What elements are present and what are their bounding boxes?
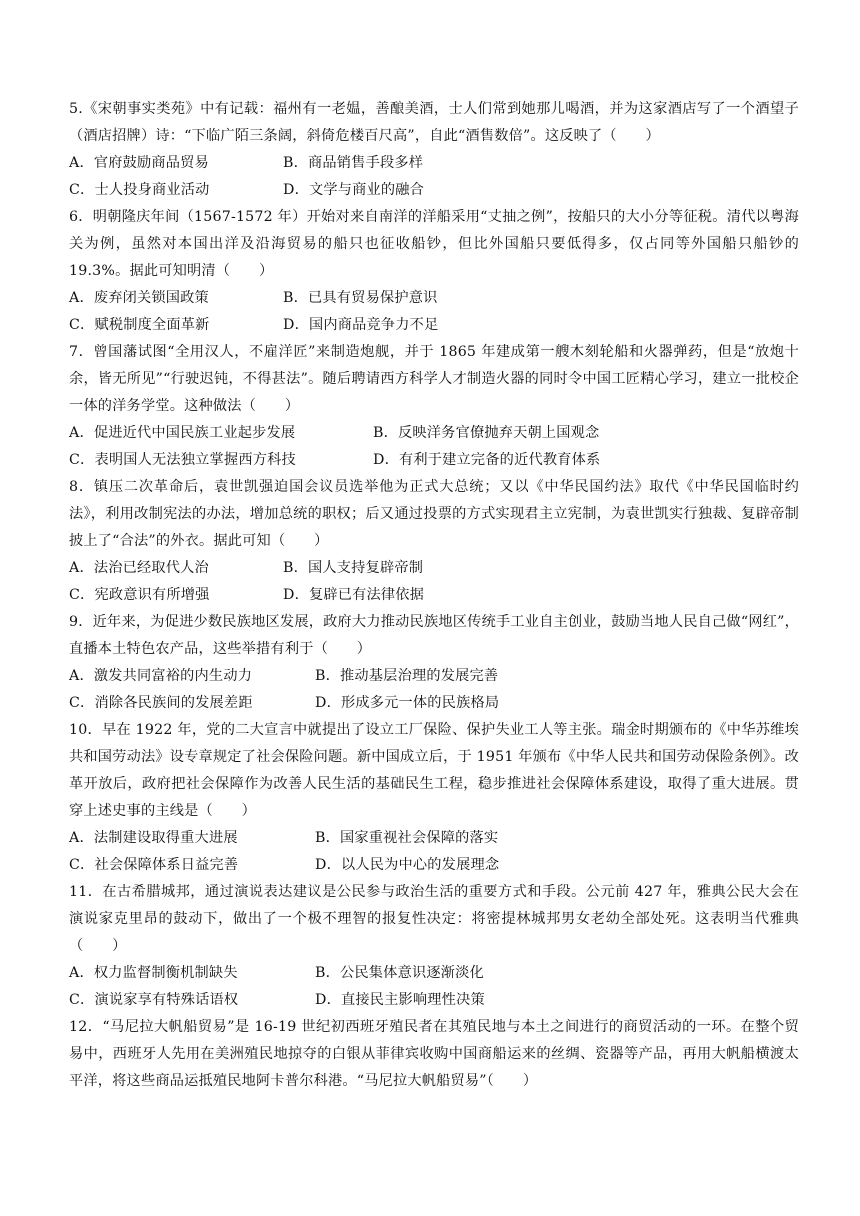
option-a: A．官府鼓励商品贸易 [69, 155, 209, 171]
option-c: C．社会保障体系日益完善 [69, 857, 239, 873]
question-stem: 12．“马尼拉大帆船贸易”是 16-19 世纪初西班牙殖民者在其殖民地与本土之间进行的商贸活动的一环。在整个贸易中，西班牙人先用在美洲殖民地掠夺的白银从菲律宾收购中国商船运来的丝绸、瓷器等产品，再用大帆船横渡太平洋，将这些商品运抵殖民地阿卡普尔科港。“马尼拉大帆船贸易”（ ） [69, 1019, 799, 1089]
question-8 [69, 474, 799, 609]
option-d: D．形成多元一体的民族格局 [315, 695, 500, 711]
option-b: B．已具有贸易保护意识 [283, 290, 438, 306]
option-a: A．法治已经取代人治 [69, 560, 209, 576]
question-stem: 8．镇压二次革命后，袁世凯强迫国会议员选举他为正式大总统；又以《中华民国约法》取代《中华民国临时约法》，利用改制宪法的办法，增加总统的职权；后又通过投票的方式实现君主立宪制，为袁世凯实行独裁、复辟帝制披上了“合法”的外衣。据此可知（ ） [69, 479, 799, 549]
option-grid [69, 420, 799, 474]
option-c: C．赋税制度全面革新 [69, 317, 210, 333]
option-c: C．宪政意识有所增强 [69, 587, 210, 603]
option-b: B．商品销售手段多样 [283, 155, 424, 171]
option-b: B．公民集体意识逐渐淡化 [315, 965, 484, 981]
question-6 [69, 204, 799, 339]
option-a: A．法制建设取得重大进展 [69, 830, 238, 846]
question-9 [69, 609, 799, 717]
option-d: D．国内商品竞争力不足 [283, 317, 439, 333]
option-grid [69, 825, 799, 879]
question-stem: 5.《宋朝事实类苑》中有记载：福州有一老媪，善酿美酒，士人们常到她那儿喝酒，并为这家酒店写了一个酒望子（酒店招牌）诗：“下临广陌三条阔，斜倚危楼百尺高”，自此“酒售数倍”。这反映了（ ） [69, 101, 799, 144]
option-d: D．复辟已有法律依据 [283, 587, 425, 603]
question-stem: 11．在古希腊城邦，通过演说表达建议是公民参与政治生活的重要方式和手段。公元前 427 年，雅典公民大会在演说家克里昂的鼓动下，做出了一个极不理智的报复性决定：将密提林城邦男女老幼全部处死。这表明当代雅典（ ） [69, 884, 799, 954]
option-a: A．权力监督制衡机制缺失 [69, 965, 238, 981]
option-grid [69, 960, 799, 1014]
option-c: C．士人投身商业活动 [69, 182, 210, 198]
option-grid [69, 663, 799, 717]
option-d: D．以人民为中心的发展理念 [315, 857, 500, 873]
option-b: B．国家重视社会保障的落实 [315, 830, 499, 846]
option-c: C．表明国人无法独立掌握西方科技 [69, 452, 296, 468]
question-stem: 9．近年来，为促进少数民族地区发展，政府大力推动民族地区传统手工业自主创业，鼓励当地人民自己做“网红”，直播本土特色农产品，这些举措有利于（ ） [69, 614, 799, 657]
option-d: D．文学与商业的融合 [283, 182, 425, 198]
option-b: B．反映洋务官僚抛弃天朝上国观念 [373, 425, 600, 441]
option-c: C．消除各民族间的发展差距 [69, 695, 253, 711]
option-d: D．有利于建立完备的近代教育体系 [373, 452, 601, 468]
question-7 [69, 339, 799, 474]
option-b: B．推动基层治理的发展完善 [315, 668, 499, 684]
exam-page [69, 96, 799, 1095]
question-stem: 10．早在 1922 年，党的二大宣言中就提出了设立工厂保险、保护失业工人等主张。瑞金时期颁布的《中华苏维埃共和国劳动法》设专章规定了社会保险问题。新中国成立后，于 1951 年颁布《中华人民共和国劳动保险条例》。改革开放后，政府把社会保障作为改善人民生活的基础民生工程，稳步推进社会保障体系建设，取得了重大进展。贯穿上述史事的主线是（ ） [69, 722, 799, 819]
option-grid [69, 285, 799, 339]
option-d: D．直接民主影响理性决策 [315, 992, 485, 1008]
question-stem: 6．明朝隆庆年间（1567-1572 年）开始对来自南洋的洋船采用“丈抽之例”，按船只的大小分等征税。清代以粤海关为例，虽然对本国出洋及沿海贸易的船只也征收船钞，但比外国船只要低得多，仅占同等外国船只船钞的 19.3%。据此可知明清（ ） [69, 209, 799, 279]
question-stem: 7．曾国藩试图“全用汉人，不雇洋匠”来制造炮舰，并于 1865 年建成第一艘木刻轮船和火器弹药，但是“放炮十余，皆无所见”“行驶迟钝，不得甚法”。随后聘请西方科学人才制造火器的同时令中国工匠精心学习，建立一批校企一体的洋务学堂。这种做法（ ） [69, 344, 799, 414]
option-a: A．促进近代中国民族工业起步发展 [69, 425, 296, 441]
option-grid [69, 150, 799, 204]
question-5 [69, 96, 799, 204]
option-grid [69, 555, 799, 609]
question-11 [69, 879, 799, 1014]
option-b: B．国人支持复辟帝制 [283, 560, 424, 576]
option-c: C．演说家享有特殊话语权 [69, 992, 239, 1008]
question-10 [69, 717, 799, 879]
question-12 [69, 1014, 799, 1095]
option-a: A．激发共同富裕的内生动力 [69, 668, 253, 684]
option-a: A．废弃闭关锁国政策 [69, 290, 209, 306]
